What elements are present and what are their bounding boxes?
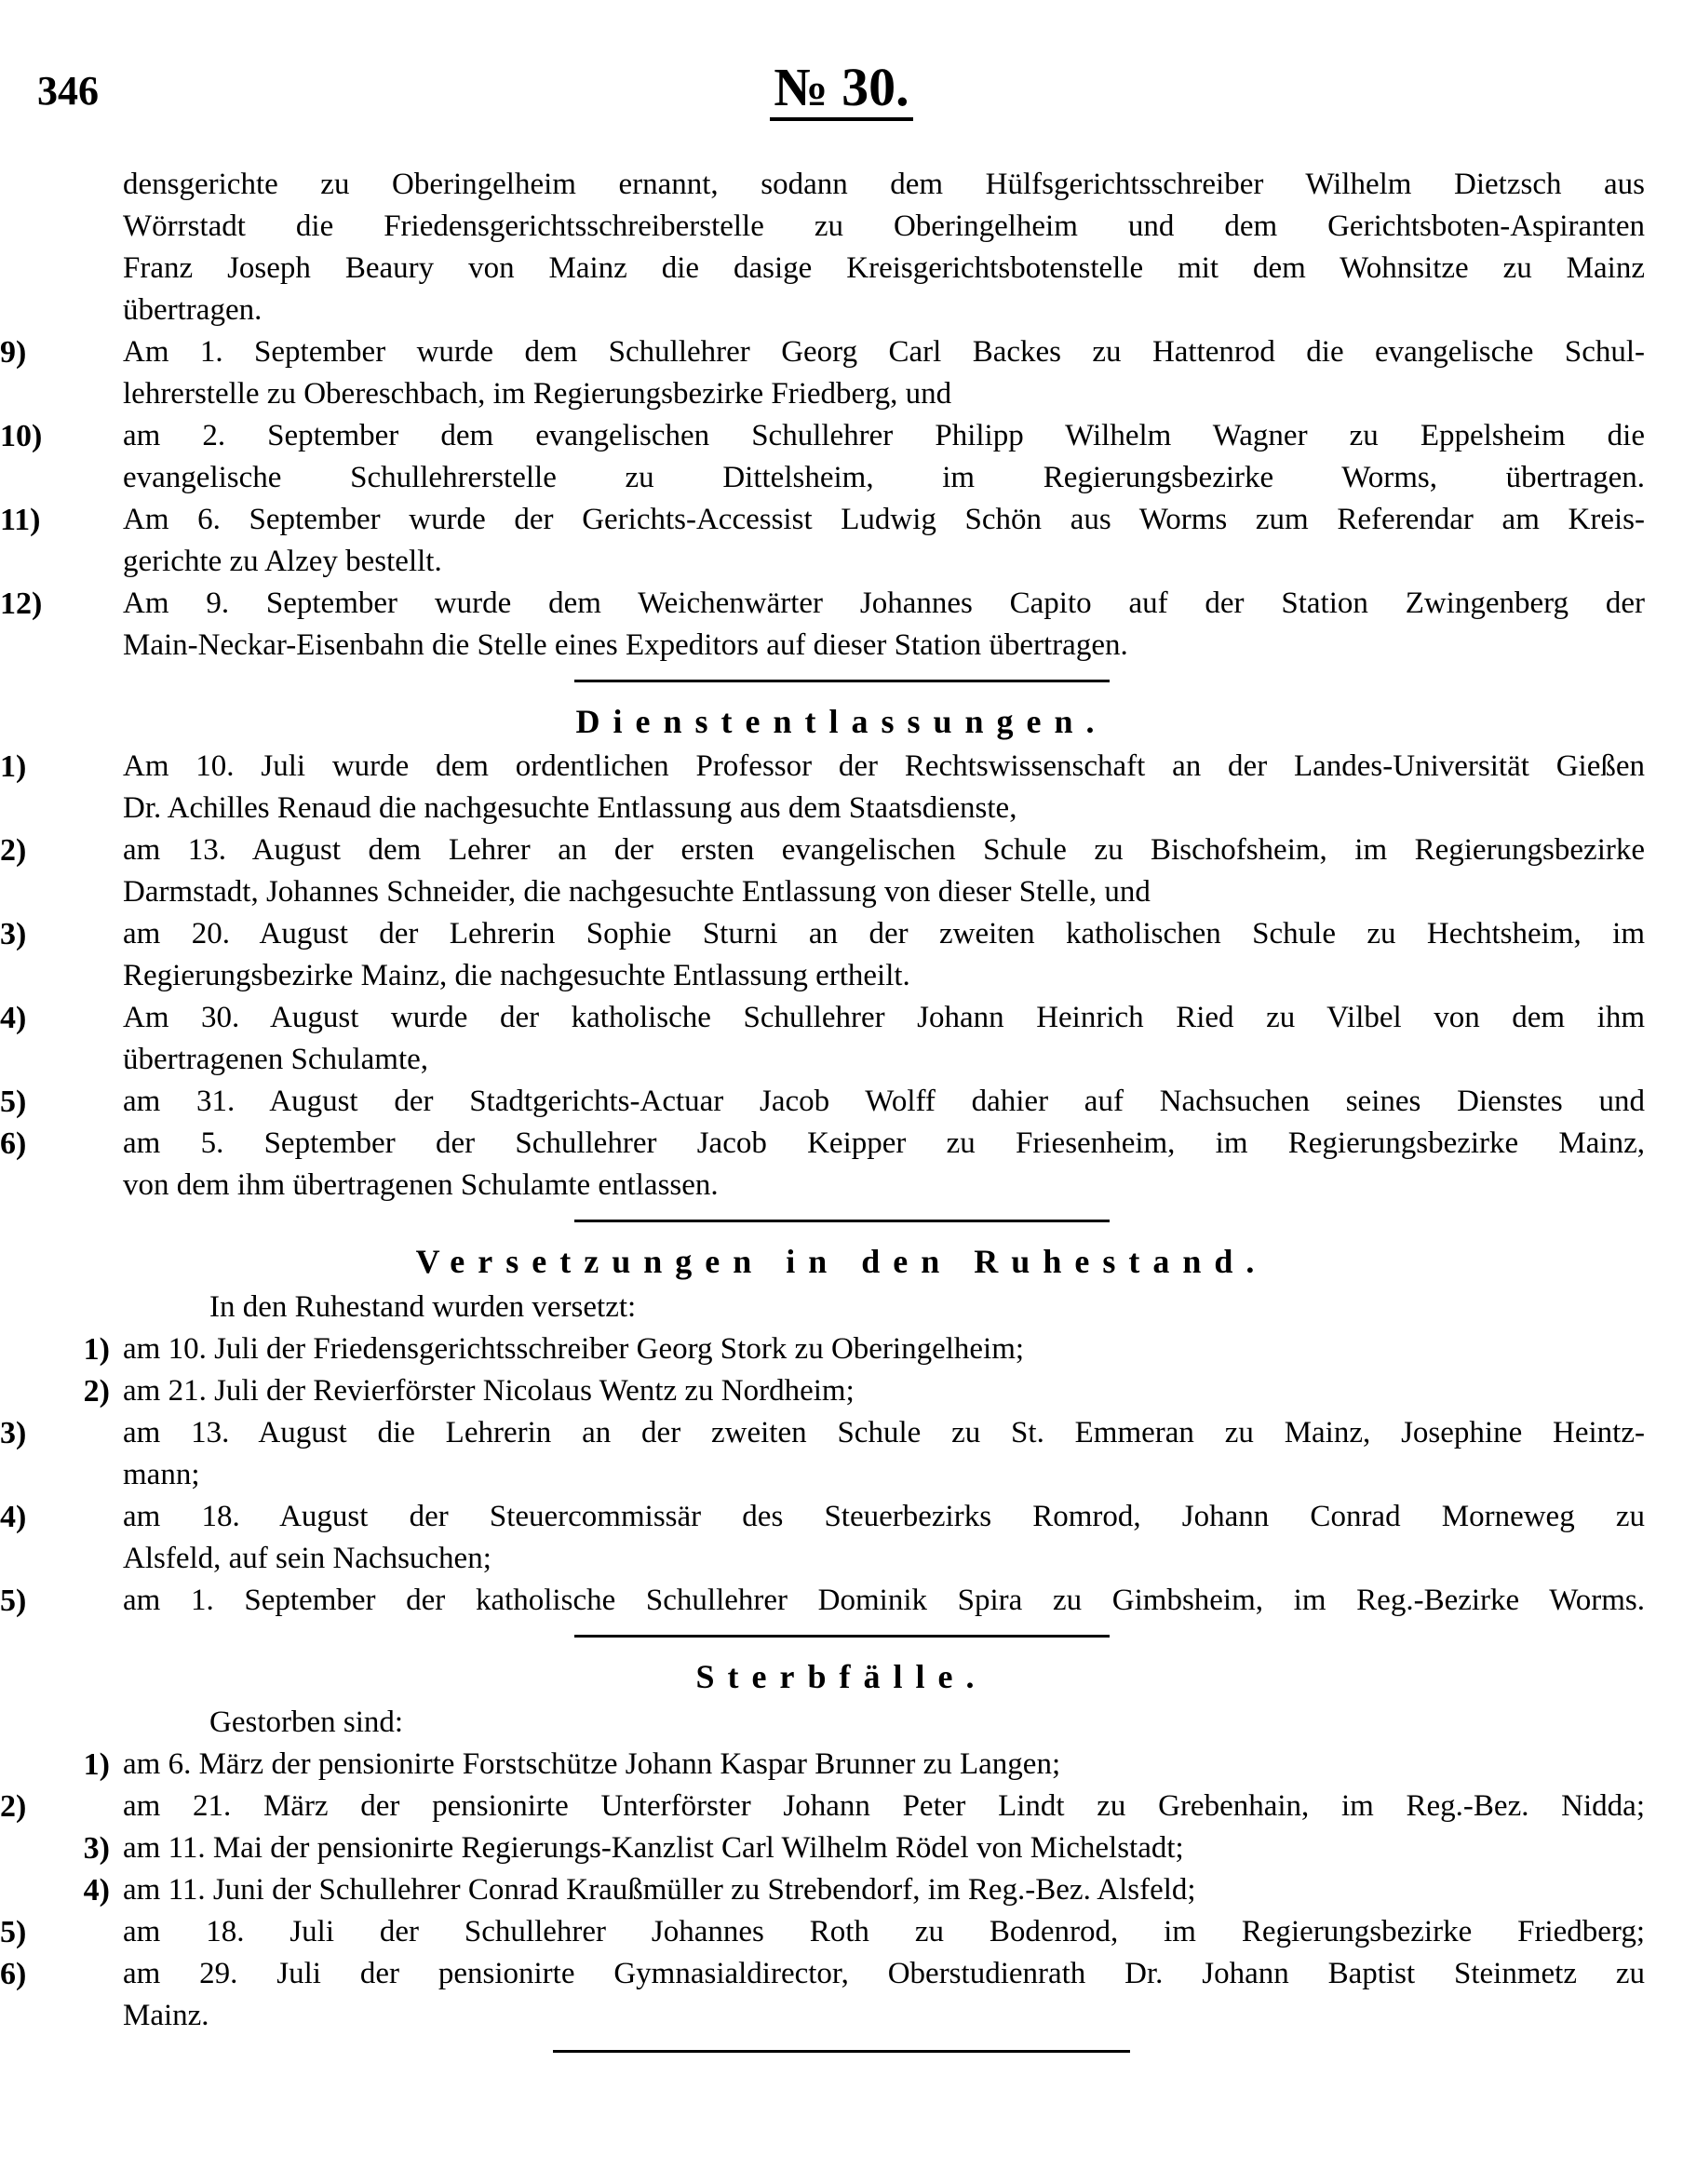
line-text: am 13. August dem Lehrer an der ersten evangelischen Schule zu Bischofsheim, im Regierungsbezirke bbox=[123, 833, 1645, 867]
text-line bbox=[0, 164, 1645, 206]
line-text: am 29. Juli der pensionirte Gymnasialdirector, Oberstudienrath Dr. Johann Baptist Steinmetz zu bbox=[123, 1957, 1645, 1990]
item-number: 10) bbox=[0, 419, 43, 453]
list-item bbox=[0, 997, 1683, 1081]
text-line bbox=[0, 1370, 1645, 1412]
line-text: Mainz. bbox=[123, 1999, 209, 2032]
line-text: am 11. Juni der Schullehrer Conrad Kraußmüller zu Strebendorf, im Reg.-Bez. Alsfeld; bbox=[123, 1873, 1196, 1907]
line-text: übertragen. bbox=[123, 293, 263, 327]
item-number: 5) bbox=[0, 1085, 27, 1119]
item-number: 1) bbox=[83, 1747, 110, 1782]
list-item bbox=[0, 1953, 1683, 2037]
line-text: Wörrstadt die Friedensgerichtsschreiberstelle zu Oberingelheim und dem Gerichtsboten-Aspiranten bbox=[123, 209, 1645, 243]
line-text: am 6. März der pensionirte Forstschütze Johann Kaspar Brunner zu Langen; bbox=[123, 1747, 1061, 1781]
line-text: lehrerstelle zu Obereschbach, im Regierungsbezirke Friedberg, und bbox=[123, 377, 952, 411]
text-line bbox=[0, 1786, 1645, 1827]
line-text: evangelische Schullehrerstelle zu Dittelsheim, im Regierungsbezirke Worms, übertragen. bbox=[123, 461, 1645, 494]
text-line bbox=[0, 1869, 1645, 1911]
text-line bbox=[0, 1496, 1645, 1538]
line-text: am 31. August der Stadtgerichts-Actuar Jacob Wolff dahier auf Nachsuchen seines Dienstes und bbox=[123, 1085, 1645, 1118]
line-text: am 1. September der katholische Schullehrer Dominik Spira zu Gimbsheim, im Reg.-Bezirke Worms. bbox=[123, 1584, 1645, 1617]
item-number: 5) bbox=[0, 1915, 27, 1949]
section bbox=[0, 697, 1683, 1207]
item-number: 2) bbox=[83, 1374, 110, 1409]
text-line bbox=[0, 499, 1645, 541]
section-divider bbox=[574, 680, 1110, 682]
text-line bbox=[0, 871, 1645, 913]
item-number: 3) bbox=[0, 917, 27, 951]
continuation-section bbox=[0, 164, 1683, 667]
document-body bbox=[0, 164, 1683, 2068]
line-text: Main-Neckar-Eisenbahn die Stelle eines Expeditors auf dieser Station übertragen. bbox=[123, 628, 1128, 662]
line-text: mann; bbox=[123, 1458, 200, 1491]
line-text: gerichte zu Alzey bestellt. bbox=[123, 545, 442, 578]
text-line bbox=[0, 625, 1645, 667]
item-number: 6) bbox=[0, 1957, 27, 1991]
line-text: Franz Joseph Beaury von Mainz die dasige Kreisgerichtsbotenstelle mit dem Wohnsitze zu Mainz bbox=[123, 251, 1645, 285]
closing-divider bbox=[553, 2050, 1130, 2053]
line-text: Am 1. September wurde dem Schullehrer Georg Carl Backes zu Hattenrod die evangelische Schul- bbox=[123, 335, 1645, 369]
line-text: am 13. August die Lehrerin an der zweiten Schule zu St. Emmeran zu Mainz, Josephine Heintz- bbox=[123, 1416, 1645, 1449]
item-number: 2) bbox=[0, 833, 27, 868]
item-number: 4) bbox=[0, 1500, 27, 1534]
item-number: 9) bbox=[0, 335, 27, 370]
text-line bbox=[0, 415, 1645, 457]
list-item bbox=[0, 1580, 1683, 1622]
text-line bbox=[0, 1911, 1645, 1953]
item-number: 2) bbox=[0, 1789, 27, 1824]
line-text: am 18. August der Steuercommissär des Steuerbezirks Romrod, Johann Conrad Morneweg zu bbox=[123, 1500, 1645, 1533]
section bbox=[0, 1237, 1683, 1622]
list-item bbox=[0, 1370, 1683, 1412]
section-divider bbox=[574, 1635, 1110, 1638]
page-number: 346 bbox=[37, 68, 99, 114]
text-line bbox=[0, 1538, 1645, 1580]
text-line bbox=[0, 1953, 1645, 1995]
text-line bbox=[0, 1580, 1645, 1622]
section-intro: Gestorben sind: bbox=[209, 1705, 404, 1739]
issue-number-text: № 30. bbox=[770, 57, 912, 121]
line-text: Darmstadt, Johannes Schneider, die nachgesuchte Entlassung von dieser Stelle, und bbox=[123, 875, 1151, 909]
item-number: 4) bbox=[83, 1873, 110, 1908]
line-text: am 20. August der Lehrerin Sophie Sturni an der zweiten katholischen Schule zu Hechtsheim, im bbox=[123, 917, 1645, 950]
line-text: am 11. Mai der pensionirte Regierungs-Kanzlist Carl Wilhelm Rödel von Michelstadt; bbox=[123, 1831, 1184, 1865]
text-line bbox=[0, 248, 1645, 290]
list-item bbox=[0, 1412, 1683, 1496]
list-item bbox=[0, 1744, 1683, 1786]
list-item bbox=[0, 499, 1683, 583]
text-line bbox=[0, 1081, 1645, 1123]
text-line bbox=[0, 457, 1645, 499]
list-item bbox=[0, 1911, 1683, 1953]
text-line bbox=[0, 1412, 1645, 1454]
list-item bbox=[0, 829, 1683, 913]
issue-number bbox=[0, 56, 1683, 118]
item-number: 5) bbox=[0, 1584, 27, 1618]
text-line bbox=[0, 1039, 1645, 1081]
text-line bbox=[0, 1123, 1645, 1165]
section-heading: Versetzungen in den Ruhestand. bbox=[415, 1243, 1268, 1280]
text-line bbox=[0, 788, 1645, 829]
section-heading: Dienstentlassungen. bbox=[575, 703, 1108, 740]
section-heading: Sterbfälle. bbox=[695, 1658, 988, 1695]
line-text: Am 9. September wurde dem Weichenwärter Johannes Capito auf der Station Zwingenberg der bbox=[123, 586, 1645, 620]
line-text: Dr. Achilles Renaud die nachgesuchte Entlassung aus dem Staatsdienste, bbox=[123, 791, 1017, 825]
text-line bbox=[0, 1454, 1645, 1496]
line-text: am 10. Juli der Friedensgerichtsschreiber Georg Stork zu Oberingelheim; bbox=[123, 1332, 1025, 1366]
line-text: am 5. September der Schullehrer Jacob Keipper zu Friesenheim, im Regierungsbezirke Mainz, bbox=[123, 1126, 1645, 1160]
item-number: 12) bbox=[0, 586, 43, 621]
list-item bbox=[0, 1827, 1683, 1869]
text-line bbox=[0, 206, 1645, 248]
list-item bbox=[0, 1328, 1683, 1370]
item-number: 11) bbox=[0, 503, 41, 537]
line-text: densgerichte zu Oberingelheim ernannt, sodann dem Hülfsgerichtsschreiber Wilhelm Dietzsch aus bbox=[123, 168, 1645, 201]
line-text: Alsfeld, auf sein Nachsuchen; bbox=[123, 1542, 491, 1575]
text-line bbox=[0, 829, 1645, 871]
text-line bbox=[0, 373, 1645, 415]
section-divider bbox=[574, 1220, 1110, 1222]
list-item bbox=[0, 331, 1683, 415]
line-text: von dem ihm übertragenen Schulamte entlassen. bbox=[123, 1168, 719, 1202]
text-line bbox=[0, 290, 1645, 331]
line-text: Am 30. August wurde der katholische Schullehrer Johann Heinrich Ried zu Vilbel von dem ihm bbox=[123, 1001, 1645, 1034]
text-line bbox=[0, 955, 1645, 997]
list-item bbox=[0, 1496, 1683, 1580]
list-item bbox=[0, 1123, 1683, 1207]
item-number: 1) bbox=[83, 1332, 110, 1367]
item-number: 1) bbox=[0, 749, 27, 784]
text-line bbox=[0, 913, 1645, 955]
text-line bbox=[0, 997, 1645, 1039]
line-text: am 2. September dem evangelischen Schullehrer Philipp Wilhelm Wagner zu Eppelsheim die bbox=[123, 419, 1645, 452]
item-number: 6) bbox=[0, 1126, 27, 1161]
list-item bbox=[0, 913, 1683, 997]
section bbox=[0, 1652, 1683, 2037]
text-line bbox=[0, 746, 1645, 788]
list-item bbox=[0, 1869, 1683, 1911]
line-text: am 21. März der pensionirte Unterförster Johann Peter Lindt zu Grebenhain, im Reg.-Bez. Nidda; bbox=[123, 1789, 1645, 1823]
section-intro: In den Ruhestand wurden versetzt: bbox=[209, 1290, 637, 1324]
list-item bbox=[0, 1786, 1683, 1827]
line-text: Am 10. Juli wurde dem ordentlichen Professor der Rechtswissenschaft an der Landes-Universität Gießen bbox=[123, 749, 1645, 783]
text-line bbox=[0, 1328, 1645, 1370]
line-text: am 18. Juli der Schullehrer Johannes Roth zu Bodenrod, im Regierungsbezirke Friedberg; bbox=[123, 1915, 1645, 1948]
text-line bbox=[0, 1165, 1645, 1207]
text-line bbox=[0, 1744, 1645, 1786]
item-number: 3) bbox=[0, 1416, 27, 1450]
text-line bbox=[0, 1995, 1645, 2037]
item-number: 3) bbox=[83, 1831, 110, 1866]
list-item bbox=[0, 1081, 1683, 1123]
text-line bbox=[0, 1827, 1645, 1869]
item-number: 4) bbox=[0, 1001, 27, 1035]
text-line bbox=[0, 583, 1645, 625]
line-text: übertragenen Schulamte, bbox=[123, 1043, 429, 1076]
list-item bbox=[0, 583, 1683, 667]
list-item bbox=[0, 746, 1683, 829]
text-line bbox=[0, 541, 1645, 583]
line-text: Am 6. September wurde der Gerichts-Accessist Ludwig Schön aus Worms zum Referendar am Kreis- bbox=[123, 503, 1645, 536]
line-text: am 21. Juli der Revierförster Nicolaus Wentz zu Nordheim; bbox=[123, 1374, 855, 1408]
text-line bbox=[0, 331, 1645, 373]
list-item bbox=[0, 415, 1683, 499]
line-text: Regierungsbezirke Mainz, die nachgesuchte Entlassung ertheilt. bbox=[123, 959, 910, 992]
